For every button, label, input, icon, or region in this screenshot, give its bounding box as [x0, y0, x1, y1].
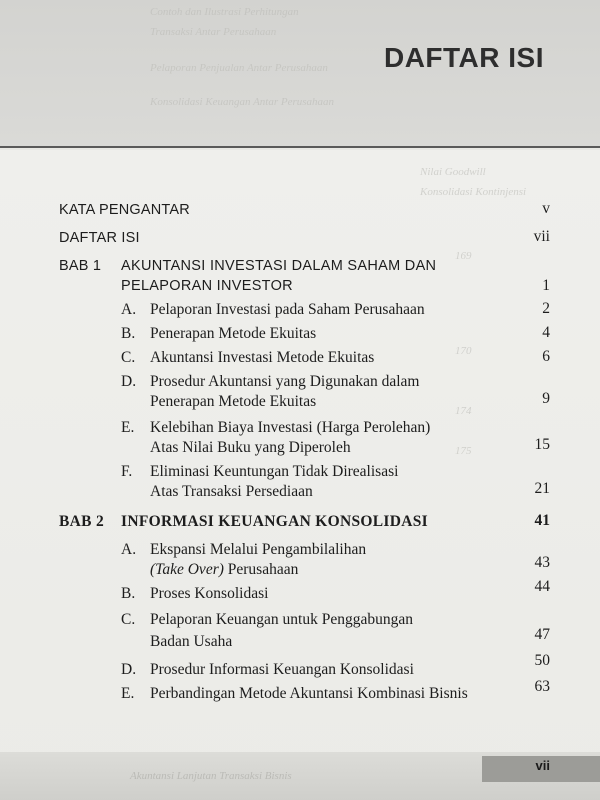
section-entry-cont[interactable]: Badan Usaha: [150, 633, 233, 650]
page-number: 2: [542, 300, 550, 317]
page-number: 50: [534, 652, 550, 669]
page-number: 15: [534, 436, 550, 453]
section-letter: C.: [121, 611, 136, 628]
section-entry[interactable]: Prosedur Akuntansi yang Digunakan dalam: [150, 373, 420, 390]
bleed-through-text: Nilai Goodwill: [420, 166, 486, 178]
bleed-through-text: Transaksi Antar Perusahaan: [150, 26, 277, 38]
section-letter: B.: [121, 325, 136, 342]
section-entry[interactable]: Proses Konsolidasi: [150, 585, 269, 602]
bleed-through-text: Konsolidasi Keuangan Antar Perusahaan: [150, 96, 335, 108]
section-letter: D.: [121, 373, 137, 390]
page-number: 44: [534, 578, 550, 595]
section-letter: F.: [121, 463, 133, 480]
section-entry[interactable]: Akuntansi Investasi Metode Ekuitas: [150, 349, 375, 366]
page-title: DAFTAR ISI: [383, 42, 544, 73]
toc-page: [0, 150, 600, 800]
bleed-through-text: 175: [455, 445, 472, 457]
page-number: 47: [534, 626, 550, 643]
italic-term: (Take Over): [150, 561, 224, 578]
section-entry[interactable]: Eliminasi Keuntungan Tidak Direalisasi: [150, 463, 399, 480]
chapter-title[interactable]: INFORMASI KEUANGAN KONSOLIDASI: [121, 513, 428, 530]
page-number: 4: [542, 324, 550, 341]
section-letter: A.: [121, 301, 137, 318]
page-number: 41: [534, 512, 550, 529]
footer-page-number: vii: [535, 758, 550, 773]
bleed-through-text: 174: [455, 405, 472, 417]
section-entry-rest: Perusahaan: [223, 561, 299, 578]
section-letter: C.: [121, 349, 136, 366]
section-letter: D.: [121, 661, 137, 678]
page-number: 43: [534, 554, 550, 571]
bleed-through-text: Contoh dan Ilustrasi Perhitungan: [150, 6, 299, 18]
page-number: 63: [534, 678, 550, 695]
table-of-contents: [0, 150, 600, 750]
chapter-title-cont[interactable]: PELAPORAN INVESTOR: [121, 278, 293, 294]
section-entry-cont[interactable]: Atas Transaksi Persediaan: [150, 483, 313, 500]
page-number: 6: [542, 348, 550, 365]
section-entry-cont[interactable]: Atas Nilai Buku yang Diperoleh: [150, 439, 351, 456]
bleed-through-text: Pelaporan Penjualan Antar Perusahaan: [150, 62, 328, 74]
section-letter: E.: [121, 419, 135, 436]
chapter-title[interactable]: AKUNTANSI INVESTASI DALAM SAHAM DAN: [121, 258, 437, 274]
page-number: 21: [534, 480, 550, 497]
chapter-code: BAB 2: [59, 513, 104, 530]
section-entry[interactable]: Kelebihan Biaya Investasi (Harga Perolehan): [150, 419, 431, 436]
section-letter: B.: [121, 585, 136, 602]
section-letter: E.: [121, 685, 135, 702]
bleed-through-text: Akuntansi Lanjutan Transaksi Bisnis: [130, 770, 292, 782]
section-entry[interactable]: Pelaporan Keuangan untuk Penggabungan: [150, 611, 414, 628]
bleed-through-text: 169: [455, 250, 472, 262]
section-entry[interactable]: Penerapan Metode Ekuitas: [150, 325, 317, 342]
section-entry[interactable]: Ekspansi Melalui Pengambilalihan: [150, 541, 367, 558]
section-letter: A.: [121, 541, 137, 558]
page-number: 9: [542, 390, 550, 407]
page-number: v: [542, 200, 550, 217]
page-number: 1: [542, 277, 550, 294]
section-entry-cont[interactable]: Penerapan Metode Ekuitas: [150, 393, 317, 410]
section-entry[interactable]: Pelaporan Investasi pada Saham Perusahaan: [150, 301, 425, 318]
page-number: vii: [533, 228, 550, 245]
toc-entry-daftar-isi[interactable]: DAFTAR ISI: [59, 230, 140, 246]
section-entry[interactable]: Perbandingan Metode Akuntansi Kombinasi Bisnis: [150, 685, 468, 702]
bleed-through-text: 170: [455, 345, 472, 357]
section-entry[interactable]: Prosedur Informasi Keuangan Konsolidasi: [150, 661, 414, 678]
toc-entry-kata-pengantar[interactable]: KATA PENGANTAR: [59, 202, 190, 218]
chapter-code: BAB 1: [59, 258, 102, 274]
header-band: [0, 0, 600, 148]
section-entry-cont[interactable]: [150, 560, 298, 580]
bleed-through-text: Konsolidasi Kontinjensi: [420, 186, 527, 198]
